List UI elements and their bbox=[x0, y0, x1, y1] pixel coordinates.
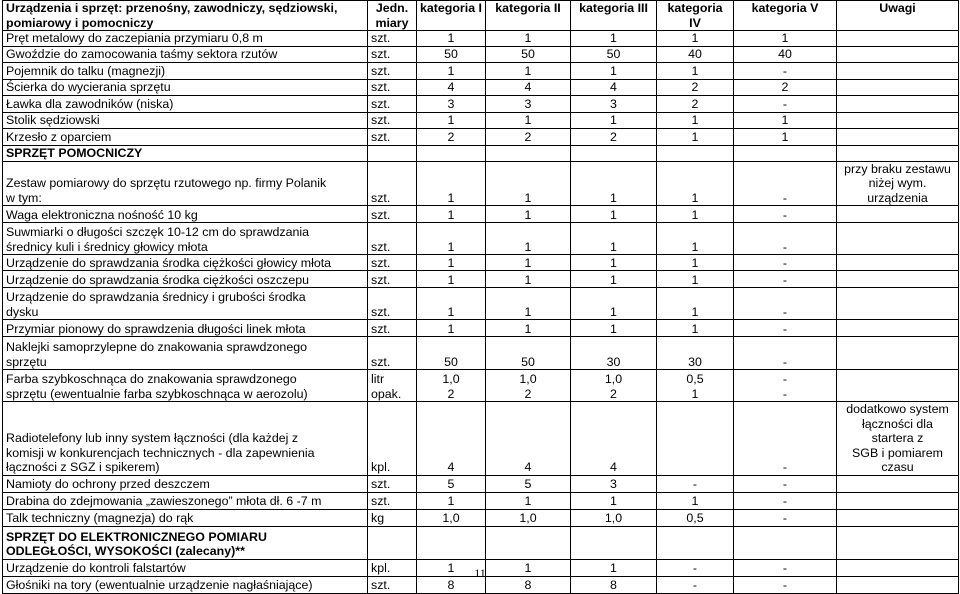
category-5-value: - bbox=[734, 161, 837, 206]
notes-cell bbox=[837, 128, 959, 145]
notes-cell bbox=[837, 31, 959, 47]
category-1-value: 4 bbox=[417, 79, 486, 95]
category-4-value: 1 bbox=[657, 492, 734, 509]
category-4-value: 1 bbox=[657, 255, 734, 271]
unit-cell: szt. bbox=[368, 161, 417, 206]
category-3-value: 4 bbox=[571, 402, 657, 476]
equipment-name: Urządzenie do sprawdzania średnicy i grubości środka dysku bbox=[3, 288, 368, 320]
notes-cell bbox=[837, 62, 959, 79]
equipment-name: Radiotelefony lub inny system łączności (dla każdej z komisji w konkurencjach technicznych - dla zapewnienia łączności z SGZ i spikerem) bbox=[3, 402, 368, 476]
equipment-name: Pojemnik do talku (magnezji) bbox=[3, 62, 368, 79]
category-2-value: 1 bbox=[486, 255, 571, 271]
equipment-name: Gwoździe do zamocowania taśmy sektora rzutów bbox=[3, 46, 368, 62]
category-4-value: 0,5 bbox=[657, 509, 734, 526]
unit-cell: szt. bbox=[368, 46, 417, 62]
equipment-name: Ścierka do wycierania sprzętu bbox=[3, 79, 368, 95]
unit-cell: szt. bbox=[368, 288, 417, 320]
unit-cell: szt. bbox=[368, 255, 417, 271]
category-1-value: 1 bbox=[417, 223, 486, 255]
unit-cell: szt. bbox=[368, 62, 417, 79]
category-2-value: 1 bbox=[486, 112, 571, 128]
category-4-value: 30 bbox=[657, 337, 734, 370]
category-1-value: 1 bbox=[417, 62, 486, 79]
category-1-value: 50 bbox=[417, 46, 486, 62]
equipment-name: Krzesło z oparciem bbox=[3, 128, 368, 145]
table-row bbox=[3, 402, 959, 476]
unit-cell: szt. bbox=[368, 223, 417, 255]
category-2-value: 4 bbox=[486, 79, 571, 95]
category-1-value: 2 bbox=[417, 128, 486, 145]
table-row bbox=[3, 62, 959, 79]
equipment-name: Waga elektroniczna nośność 10 kg bbox=[3, 206, 368, 223]
category-2-value: 1 bbox=[486, 271, 571, 288]
notes-cell bbox=[837, 526, 959, 559]
category-5-value: - bbox=[734, 475, 837, 492]
table-row bbox=[3, 79, 959, 95]
category-2-value: 8 bbox=[486, 576, 571, 593]
header-notes: Uwagi bbox=[837, 1, 959, 31]
unit-cell: szt. bbox=[368, 337, 417, 370]
category-1-value: 1 bbox=[417, 559, 486, 576]
unit-cell: szt. bbox=[368, 320, 417, 337]
equipment-name: Pręt metalowy do zaczepiania przymiaru 0,8 m bbox=[3, 31, 368, 47]
category-2-value: 1 bbox=[486, 288, 571, 320]
category-5-value: - bbox=[734, 62, 837, 79]
category-1-value: 1,0 bbox=[417, 509, 486, 526]
equipment-name: Ławka dla zawodników (niska) bbox=[3, 95, 368, 112]
notes-cell: przy braku zestawu niżej wym. urządzenia bbox=[837, 161, 959, 206]
category-5-value: - bbox=[734, 223, 837, 255]
notes-cell bbox=[837, 112, 959, 128]
category-3-value: 1 bbox=[571, 559, 657, 576]
notes-cell bbox=[837, 145, 959, 161]
category-5-value: - - bbox=[734, 370, 837, 402]
category-5-value bbox=[734, 526, 837, 559]
header-category-2: kategoria II bbox=[486, 1, 571, 31]
category-5-value: - bbox=[734, 576, 837, 593]
category-2-value: 1 bbox=[486, 223, 571, 255]
category-3-value: 4 bbox=[571, 79, 657, 95]
category-5-value: - bbox=[734, 559, 837, 576]
category-3-value: 2 bbox=[571, 128, 657, 145]
category-3-value: 1 bbox=[571, 320, 657, 337]
category-3-value: 30 bbox=[571, 337, 657, 370]
page-number: 11 bbox=[474, 566, 486, 580]
category-3-value: 1 bbox=[571, 206, 657, 223]
header-category-5: kategoria V bbox=[734, 1, 837, 31]
notes-cell bbox=[837, 206, 959, 223]
unit-cell: szt. bbox=[368, 492, 417, 509]
category-4-value: - bbox=[657, 475, 734, 492]
category-4-value: 1 bbox=[657, 320, 734, 337]
category-2-value: 1 bbox=[486, 320, 571, 337]
category-4-value: 40 bbox=[657, 46, 734, 62]
equipment-name: SPRZĘT DO ELEKTRONICZNEGO POMIARU ODLEGŁOŚCI, WYSOKOŚCI (zalecany)** bbox=[3, 526, 368, 559]
category-4-value: - bbox=[657, 576, 734, 593]
notes-cell bbox=[837, 288, 959, 320]
table-row bbox=[3, 112, 959, 128]
category-3-value: 1 bbox=[571, 31, 657, 47]
category-5-value: 2 bbox=[734, 79, 837, 95]
category-4-value: 1 bbox=[657, 62, 734, 79]
category-1-value: 5 bbox=[417, 475, 486, 492]
notes-cell bbox=[837, 492, 959, 509]
table-row bbox=[3, 46, 959, 62]
unit-cell: kpl. bbox=[368, 559, 417, 576]
category-1-value: 50 bbox=[417, 337, 486, 370]
table-row bbox=[3, 320, 959, 337]
unit-cell: szt. bbox=[368, 112, 417, 128]
category-5-value: 1 bbox=[734, 112, 837, 128]
equipment-name: Głośniki na tory (ewentualnie urządzenie nagłaśniające) bbox=[3, 576, 368, 593]
header-equipment: Urządzenia i sprzęt: przenośny, zawodniczy, sędziowski, pomiarowy i pomocniczy bbox=[3, 1, 368, 31]
notes-cell bbox=[837, 475, 959, 492]
table-row bbox=[3, 145, 959, 161]
category-2-value bbox=[486, 526, 571, 559]
equipment-name: SPRZĘT POMOCNICZY bbox=[3, 145, 368, 161]
category-4-value: - bbox=[657, 559, 734, 576]
category-1-value: 1 bbox=[417, 255, 486, 271]
category-5-value: 1 bbox=[734, 31, 837, 47]
category-5-value: - bbox=[734, 255, 837, 271]
equipment-name: Stolik sędziowski bbox=[3, 112, 368, 128]
category-2-value: 50 bbox=[486, 337, 571, 370]
table-row bbox=[3, 95, 959, 112]
category-2-value: 1 bbox=[486, 492, 571, 509]
category-2-value: 2 bbox=[486, 128, 571, 145]
category-4-value: 1 bbox=[657, 206, 734, 223]
header-category-1: kategoria I bbox=[417, 1, 486, 31]
category-4-value: 2 bbox=[657, 79, 734, 95]
table-row bbox=[3, 271, 959, 288]
category-1-value: 1 bbox=[417, 271, 486, 288]
table-row bbox=[3, 223, 959, 255]
unit-cell: kpl. bbox=[368, 402, 417, 476]
header-category-4: kategoria IV bbox=[657, 1, 734, 31]
category-3-value: 1 bbox=[571, 112, 657, 128]
notes-cell bbox=[837, 370, 959, 402]
category-5-value: - bbox=[734, 509, 837, 526]
category-5-value: - bbox=[734, 337, 837, 370]
unit-cell: litr opak. bbox=[368, 370, 417, 402]
category-5-value: 1 bbox=[734, 128, 837, 145]
category-3-value: 1 bbox=[571, 255, 657, 271]
category-5-value: - bbox=[734, 206, 837, 223]
header-row bbox=[3, 1, 959, 31]
table-row bbox=[3, 526, 959, 559]
category-1-value: 1 bbox=[417, 112, 486, 128]
header-unit: Jedn. miary bbox=[368, 1, 417, 31]
category-3-value: 1,0 2 bbox=[571, 370, 657, 402]
unit-cell: kg bbox=[368, 509, 417, 526]
notes-cell bbox=[837, 255, 959, 271]
table-row bbox=[3, 31, 959, 47]
notes-cell bbox=[837, 95, 959, 112]
category-2-value: 1 bbox=[486, 559, 571, 576]
category-2-value: 5 bbox=[486, 475, 571, 492]
category-4-value: 1 bbox=[657, 31, 734, 47]
category-3-value: 1 bbox=[571, 62, 657, 79]
equipment-name: Przymiar pionowy do sprawdzenia długości linek młota bbox=[3, 320, 368, 337]
category-1-value: 1 bbox=[417, 288, 486, 320]
category-2-value: 3 bbox=[486, 95, 571, 112]
category-3-value: 1 bbox=[571, 492, 657, 509]
category-4-value: 0,5 1 bbox=[657, 370, 734, 402]
equipment-name: Zestaw pomiarowy do sprzętu rzutowego np. firmy Polanik w tym: bbox=[3, 161, 368, 206]
unit-cell: szt. bbox=[368, 576, 417, 593]
category-3-value bbox=[571, 145, 657, 161]
category-1-value: 1 bbox=[417, 161, 486, 206]
table-row bbox=[3, 161, 959, 206]
notes-cell bbox=[837, 320, 959, 337]
category-3-value: 3 bbox=[571, 475, 657, 492]
notes-cell: dodatkowo system łączności dla startera z SGB i pomiarem czasu bbox=[837, 402, 959, 476]
category-5-value: - bbox=[734, 402, 837, 476]
unit-cell bbox=[368, 145, 417, 161]
notes-cell bbox=[837, 46, 959, 62]
category-2-value: 1 bbox=[486, 62, 571, 79]
category-4-value: 1 bbox=[657, 271, 734, 288]
category-3-value: 1 bbox=[571, 161, 657, 206]
table-row bbox=[3, 206, 959, 223]
category-2-value: 1,0 bbox=[486, 509, 571, 526]
category-4-value bbox=[657, 526, 734, 559]
category-1-value bbox=[417, 526, 486, 559]
category-1-value: 1 bbox=[417, 492, 486, 509]
equipment-name: Namioty do ochrony przed deszczem bbox=[3, 475, 368, 492]
category-3-value: 1 bbox=[571, 223, 657, 255]
category-1-value: 4 bbox=[417, 402, 486, 476]
notes-cell bbox=[837, 271, 959, 288]
unit-cell: szt. bbox=[368, 31, 417, 47]
category-2-value: 1 bbox=[486, 206, 571, 223]
unit-cell: szt. bbox=[368, 95, 417, 112]
table-row bbox=[3, 255, 959, 271]
unit-cell bbox=[368, 526, 417, 559]
table-row bbox=[3, 509, 959, 526]
category-4-value: 1 bbox=[657, 128, 734, 145]
unit-cell: szt. bbox=[368, 206, 417, 223]
category-5-value: - bbox=[734, 320, 837, 337]
equipment-name: Farba szybkoschnąca do znakowania sprawdzonego sprzętu (ewentualnie farba szybkoschnąca w aerozolu) bbox=[3, 370, 368, 402]
category-5-value: - bbox=[734, 271, 837, 288]
category-2-value bbox=[486, 145, 571, 161]
table-row bbox=[3, 288, 959, 320]
category-2-value: 4 bbox=[486, 402, 571, 476]
category-2-value: 50 bbox=[486, 46, 571, 62]
table-row bbox=[3, 370, 959, 402]
category-1-value: 8 bbox=[417, 576, 486, 593]
equipment-name: Urządzenie do sprawdzania środka ciężkości głowicy młota bbox=[3, 255, 368, 271]
equipment-name: Urządzenie do sprawdzania środka ciężkości oszczepu bbox=[3, 271, 368, 288]
category-2-value: 1 bbox=[486, 31, 571, 47]
table-row bbox=[3, 128, 959, 145]
header-category-3: kategoria III bbox=[571, 1, 657, 31]
equipment-name: Naklejki samoprzylepne do znakowania sprawdzonego sprzętu bbox=[3, 337, 368, 370]
category-2-value: 1 bbox=[486, 161, 571, 206]
category-5-value: - bbox=[734, 288, 837, 320]
table-row bbox=[3, 492, 959, 509]
category-4-value: 1 bbox=[657, 112, 734, 128]
equipment-name: Suwmiarki o długości szczęk 10-12 cm do sprawdzania średnicy kuli i średnicy głowicy młota bbox=[3, 223, 368, 255]
category-3-value: 50 bbox=[571, 46, 657, 62]
category-4-value: 1 bbox=[657, 223, 734, 255]
unit-cell: szt. bbox=[368, 79, 417, 95]
equipment-name: Urządzenie do kontroli falstartów bbox=[3, 559, 368, 576]
table-row bbox=[3, 475, 959, 492]
category-4-value: 1 bbox=[657, 161, 734, 206]
category-1-value: 1 bbox=[417, 31, 486, 47]
equipment-name: Talk techniczny (magnezja) do rąk bbox=[3, 509, 368, 526]
unit-cell: szt. bbox=[368, 128, 417, 145]
notes-cell bbox=[837, 509, 959, 526]
category-5-value: 40 bbox=[734, 46, 837, 62]
equipment-name: Drabina do zdejmowania „zawieszonego” młota dł. 6 -7 m bbox=[3, 492, 368, 509]
category-5-value: - bbox=[734, 95, 837, 112]
category-3-value: 1,0 bbox=[571, 509, 657, 526]
category-3-value: 3 bbox=[571, 95, 657, 112]
notes-cell bbox=[837, 223, 959, 255]
table-row bbox=[3, 337, 959, 370]
equipment-table bbox=[2, 0, 959, 594]
table-body bbox=[3, 31, 959, 594]
category-3-value: 1 bbox=[571, 271, 657, 288]
category-1-value: 1 bbox=[417, 206, 486, 223]
category-2-value: 1,0 2 bbox=[486, 370, 571, 402]
category-4-value: 1 bbox=[657, 288, 734, 320]
category-1-value: 1 bbox=[417, 320, 486, 337]
category-3-value: 8 bbox=[571, 576, 657, 593]
category-4-value bbox=[657, 145, 734, 161]
category-3-value bbox=[571, 526, 657, 559]
notes-cell bbox=[837, 79, 959, 95]
category-5-value bbox=[734, 145, 837, 161]
category-1-value: 3 bbox=[417, 95, 486, 112]
category-4-value bbox=[657, 402, 734, 476]
unit-cell: szt. bbox=[368, 475, 417, 492]
unit-cell: szt. bbox=[368, 271, 417, 288]
category-5-value: - bbox=[734, 492, 837, 509]
category-3-value: 1 bbox=[571, 288, 657, 320]
category-1-value: 1,0 2 bbox=[417, 370, 486, 402]
notes-cell bbox=[837, 337, 959, 370]
category-1-value bbox=[417, 145, 486, 161]
category-4-value: 2 bbox=[657, 95, 734, 112]
